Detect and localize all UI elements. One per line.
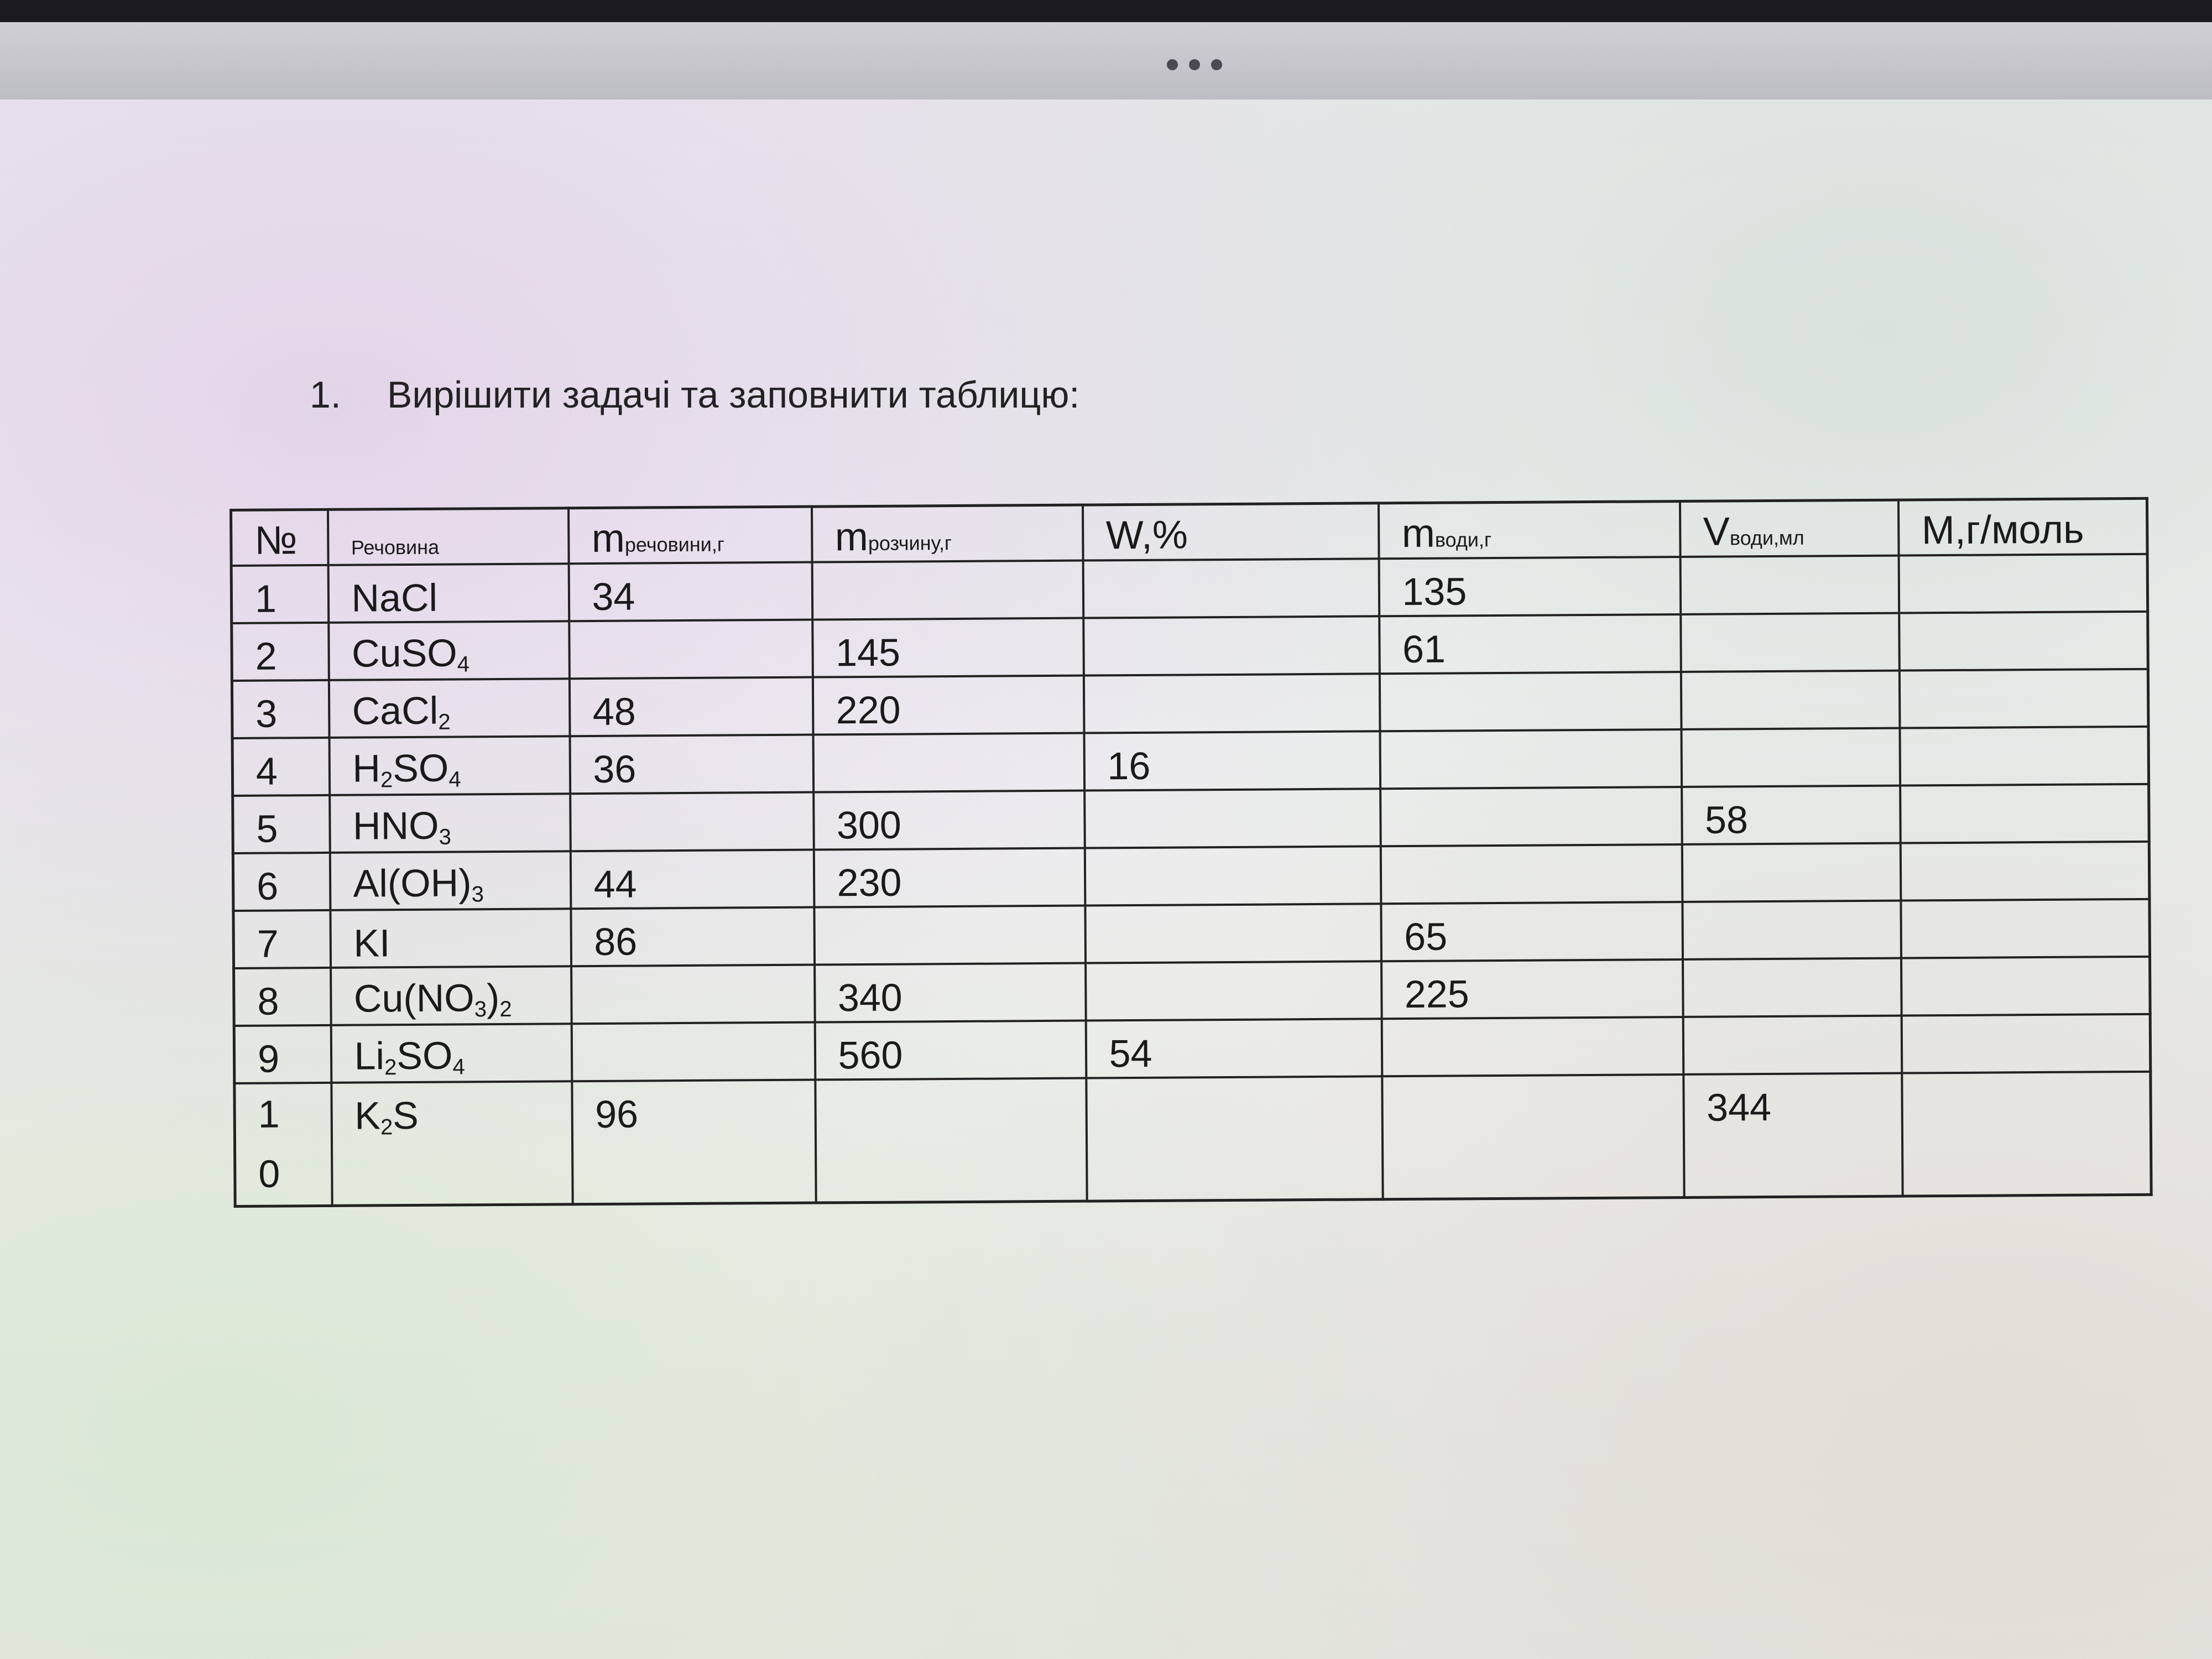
formula-subscript: 2 xyxy=(438,709,451,734)
cell-v-water: 58 xyxy=(1682,785,1901,844)
cell-w xyxy=(1083,559,1379,618)
cell-no: 3 xyxy=(232,680,329,738)
formula-part: Li xyxy=(354,1034,385,1078)
cell-no: 9 xyxy=(234,1025,331,1083)
cell-w xyxy=(1085,904,1381,963)
header-v-water-main: V xyxy=(1703,509,1730,554)
cell-w xyxy=(1083,616,1380,675)
cell-molar-mass xyxy=(1898,554,2148,613)
formula-subscript: 4 xyxy=(452,1054,465,1079)
header-m-water-sub: води,г xyxy=(1434,528,1492,551)
cell-m-water xyxy=(1382,1074,1684,1199)
header-v-water xyxy=(1679,500,1898,556)
cell-no: 1 xyxy=(231,565,328,623)
cell-molar-mass xyxy=(1899,611,2148,670)
cell-substance xyxy=(330,909,571,968)
cell-m-solution xyxy=(815,1078,1087,1202)
dot xyxy=(1211,59,1222,70)
formula-subscript: 2 xyxy=(499,997,512,1021)
cell-no: 1 0 xyxy=(234,1082,332,1206)
formula-part: K xyxy=(354,1093,381,1138)
cell-m-substance xyxy=(569,619,813,679)
cell-m-solution: 560 xyxy=(815,1020,1086,1079)
task-heading xyxy=(310,373,1079,416)
cell-substance xyxy=(331,966,572,1025)
cell-m-solution: 145 xyxy=(812,618,1084,677)
cell-molar-mass xyxy=(1902,1071,2151,1196)
formula-part: H xyxy=(352,746,381,790)
table-wrapper xyxy=(229,497,2153,1208)
cell-m-solution: 300 xyxy=(813,790,1085,849)
formula-part: ) xyxy=(486,975,500,1019)
cell-m-solution: 340 xyxy=(815,963,1086,1022)
cell-m-substance: 96 xyxy=(572,1079,816,1204)
cell-no: 5 xyxy=(233,795,330,853)
chemical-formula xyxy=(353,803,451,850)
cell-m-solution xyxy=(813,733,1084,792)
cell-substance xyxy=(329,736,570,795)
cell-m-substance: 44 xyxy=(570,849,814,909)
chemical-formula xyxy=(354,1033,465,1080)
formula-subscript: 2 xyxy=(380,1114,393,1139)
formula-subscript: 4 xyxy=(448,766,461,792)
cell-substance xyxy=(331,1081,572,1206)
formula-subscript: 3 xyxy=(439,825,452,849)
cell-w xyxy=(1083,674,1380,733)
task-number: 1. xyxy=(310,374,341,416)
cell-substance xyxy=(331,1024,572,1083)
cell-m-water xyxy=(1379,671,1681,731)
cell-molar-mass xyxy=(1901,956,2151,1015)
cell-m-substance: 34 xyxy=(568,562,812,621)
cell-w: 16 xyxy=(1084,731,1380,790)
cell-v-water xyxy=(1681,613,1900,671)
cell-substance xyxy=(328,564,569,623)
header-molar-mass: M,г/моль xyxy=(1898,498,2147,555)
cell-m-solution xyxy=(812,560,1083,619)
chemical-formula xyxy=(352,688,450,735)
cell-v-water xyxy=(1682,900,1901,959)
cell-w xyxy=(1084,789,1381,848)
header-m-water xyxy=(1378,501,1680,558)
formula-part: Cu(NO xyxy=(353,975,474,1020)
cell-m-solution xyxy=(814,905,1086,964)
formula-subscript: 3 xyxy=(474,997,487,1021)
cell-w xyxy=(1086,961,1382,1020)
cell-w xyxy=(1084,846,1381,905)
cell-no: 7 xyxy=(233,910,331,968)
cell-m-substance: 36 xyxy=(570,734,813,794)
formula-part: KI xyxy=(353,921,390,965)
cell-molar-mass xyxy=(1900,784,2150,843)
cell-m-water xyxy=(1380,786,1682,846)
cell-v-water xyxy=(1683,1015,1902,1074)
cell-w xyxy=(1086,1076,1383,1201)
cell-m-water xyxy=(1380,729,1682,788)
cell-substance xyxy=(328,621,570,680)
more-dots-icon[interactable] xyxy=(1167,56,1222,73)
cell-m-substance: 86 xyxy=(571,907,815,966)
cell-molar-mass xyxy=(1901,1014,2151,1073)
formula-subscript: 2 xyxy=(380,767,393,792)
header-substance: Речовина xyxy=(328,508,569,565)
formula-part: SO xyxy=(392,746,449,790)
chemical-formula xyxy=(352,745,461,792)
cell-no: 2 xyxy=(232,622,329,680)
formula-part: NaCl xyxy=(351,576,438,620)
chemical-formula xyxy=(351,575,437,620)
cell-molar-mass xyxy=(1900,841,2150,900)
header-v-water-sub: води,мл xyxy=(1729,526,1804,549)
formula-part: CaCl xyxy=(352,688,439,733)
chemical-formula xyxy=(352,630,469,677)
viewer-toolbar xyxy=(0,22,2212,100)
cell-m-substance xyxy=(571,964,815,1024)
cell-m-water: 61 xyxy=(1379,614,1681,673)
header-w: W,% xyxy=(1082,503,1379,560)
cell-v-water xyxy=(1681,670,1900,729)
task-text: Вирішити задачі та заповнити таблицю: xyxy=(387,374,1080,416)
cell-no: 4 xyxy=(232,737,330,795)
chemical-formula xyxy=(353,921,390,965)
cell-molar-mass xyxy=(1900,726,2149,785)
cell-substance xyxy=(328,679,570,738)
formula-part: CuSO xyxy=(351,630,457,675)
document-page xyxy=(0,100,2212,1659)
header-m-substance-sub: речовини,г xyxy=(624,533,724,556)
cell-m-solution: 220 xyxy=(812,675,1084,734)
cell-v-water xyxy=(1681,728,1900,786)
cell-v-water xyxy=(1680,555,1899,614)
header-m-solution xyxy=(811,505,1083,562)
cell-m-water xyxy=(1380,844,1682,903)
cell-m-substance: 48 xyxy=(569,677,813,736)
cell-molar-mass xyxy=(1899,669,2148,728)
cell-m-water: 135 xyxy=(1379,556,1681,615)
formula-part: SO xyxy=(397,1034,453,1077)
header-m-substance xyxy=(568,507,812,564)
formula-part: HNO xyxy=(352,804,439,848)
header-m-solution-sub: розчину,г xyxy=(868,531,952,555)
cell-m-solution: 230 xyxy=(813,848,1085,907)
cell-v-water xyxy=(1682,843,1901,901)
cell-no: 8 xyxy=(234,967,331,1025)
cell-substance xyxy=(330,794,571,853)
cell-m-water: 225 xyxy=(1381,959,1683,1018)
cell-m-substance xyxy=(570,792,814,851)
dot xyxy=(1167,59,1178,70)
chemistry-table xyxy=(229,497,2153,1208)
formula-part: S xyxy=(392,1093,419,1137)
cell-substance xyxy=(330,851,571,910)
chemical-formula xyxy=(354,1093,419,1140)
table-row xyxy=(234,1071,2151,1206)
header-no: № xyxy=(231,509,328,565)
header-m-substance-main: m xyxy=(591,516,625,561)
cell-molar-mass xyxy=(1901,899,2150,958)
cell-m-water: 65 xyxy=(1381,901,1683,961)
formula-subscript: 3 xyxy=(471,881,484,906)
table-body xyxy=(231,554,2151,1206)
chemical-formula xyxy=(354,975,512,1022)
chemical-formula xyxy=(353,860,484,907)
formula-part: Al(OH) xyxy=(353,860,472,905)
cell-v-water: 344 xyxy=(1683,1073,1902,1197)
formula-subscript: 2 xyxy=(384,1055,397,1079)
cell-w: 54 xyxy=(1086,1019,1382,1078)
header-m-water-main: m xyxy=(1401,511,1436,556)
header-m-solution-main: m xyxy=(834,514,869,559)
cell-no: 6 xyxy=(233,852,330,910)
cell-m-water xyxy=(1381,1016,1683,1076)
dot xyxy=(1189,59,1200,70)
formula-subscript: 4 xyxy=(457,651,470,676)
cell-v-water xyxy=(1683,958,1902,1016)
cell-m-substance xyxy=(571,1022,815,1081)
window-top-bar xyxy=(0,0,2212,22)
